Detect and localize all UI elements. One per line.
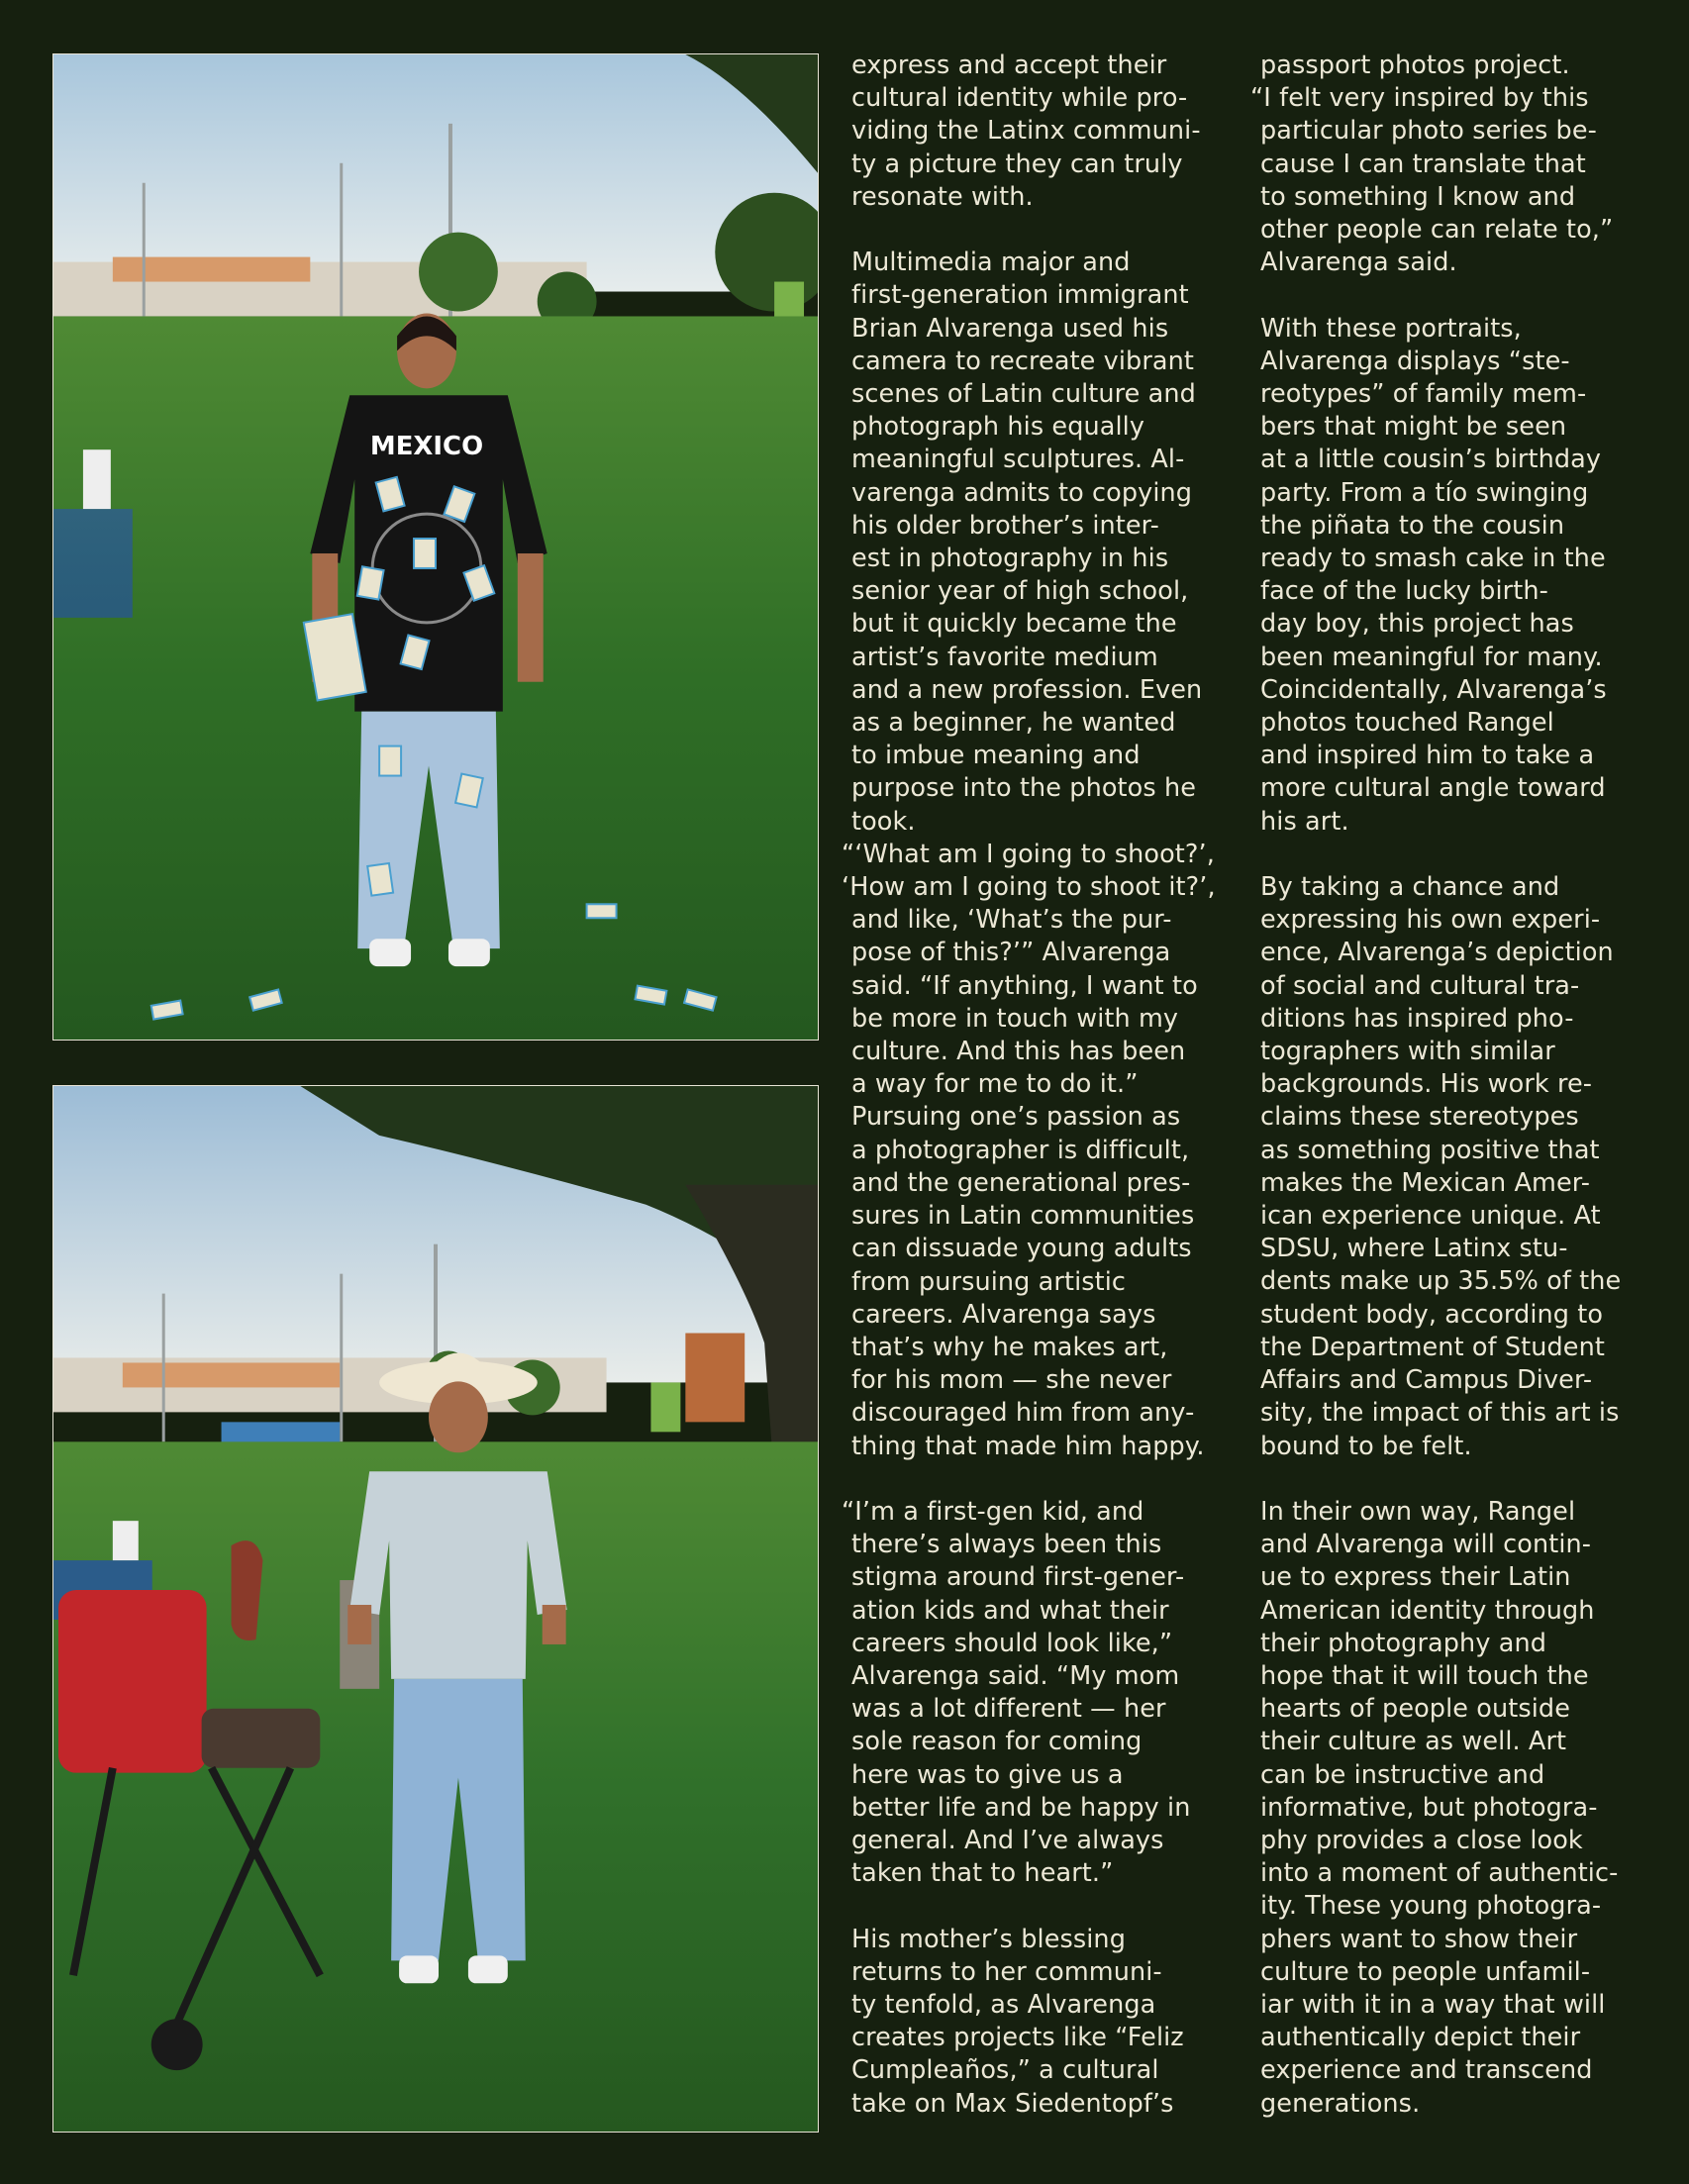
text-line: and the generational pres- [851,1167,1191,1198]
text-line: Coincidentally, Alvarenga’s [1260,674,1607,705]
text-line: Alvarenga displays “ste- [1260,346,1570,376]
text-line: hearts of people outside [1260,1694,1570,1725]
article-column-1 [842,50,1242,2121]
text-line: Alvarenga said. [1260,248,1457,278]
text-line: other people can relate to,” [1260,215,1614,246]
text-line: Cumpleaños,” a cultural [851,2055,1159,2086]
text-line: SDSU, where Latinx stu- [1260,1234,1568,1264]
text-line: careers. Alvarenga says [851,1299,1156,1330]
text-line: cause I can translate that [1260,149,1586,179]
text-line: tographers with similar [1260,1037,1555,1067]
text-line: hope that it will touch the [1260,1660,1589,1691]
text-line: culture to people unfamil- [1260,1956,1591,1987]
text-line: that’s why he makes art, [851,1332,1168,1362]
text-line: particular photo series be- [1260,116,1597,147]
paragraph [1250,50,1656,279]
paragraph-gap [851,1463,1242,1496]
paragraph-gap [851,214,1242,247]
paragraph-gap [1260,839,1656,871]
paragraph [842,1496,1242,1890]
text-line: expressing his own experi- [1260,905,1601,936]
text-line: bound to be felt. [1260,1431,1472,1461]
text-line: ican experience unique. At [1260,1201,1601,1232]
paragraph-gap [1260,279,1656,312]
photo-man-cowboy-hat-grill-image [53,1086,818,2132]
text-line: ty tenfold, as Alvarenga [851,1989,1156,2020]
text-line: ity. These young photogra- [1260,1891,1602,1922]
text-line: passport photos project. [1260,50,1570,80]
text-line: creates projects like “Feliz [851,2023,1184,2053]
text-line: sity, the impact of this art is [1260,1398,1620,1429]
text-line: culture. And this has been [851,1037,1186,1067]
text-line: ditions has inspired pho- [1260,1003,1574,1034]
text-line: Multimedia major and [851,248,1131,278]
text-line: said. “If anything, I want to [851,970,1198,1001]
text-line: Pursuing one’s passion as [851,1102,1181,1133]
text-line: photos touched Rangel [1260,708,1554,739]
text-line: experience and transcend [1260,2055,1593,2086]
text-line: to imbue meaning and [851,741,1141,771]
text-line: bers that might be seen [1260,412,1567,443]
text-line: ty a picture they can truly [851,149,1183,179]
text-line: student body, according to [1260,1299,1604,1330]
text-line: With these portraits, [1260,313,1522,344]
text-line: purpose into the photos he [851,773,1196,804]
text-line: as something positive that [1260,1135,1600,1165]
text-line: a way for me to do it.” [851,1069,1139,1100]
text-line: scenes of Latin culture and [851,379,1196,410]
text-line: to something I know and [1260,181,1576,212]
text-line: generations. [1260,2088,1421,2119]
text-line: phers want to show their [1260,1924,1578,1954]
text-line: for his mom — she never [851,1365,1172,1396]
text-line: authentically depict their [1260,2023,1581,2053]
photo-man-cowboy-hat-grill [52,1085,819,2133]
text-line: was a lot different — her [851,1694,1166,1725]
photo-woman-loteria-cards-image [53,54,818,1040]
paragraph [851,247,1242,839]
text-line: and a new profession. Even [851,674,1203,705]
paragraph [851,1924,1242,2121]
text-line: his art. [1260,806,1349,837]
text-line: first-generation immigrant [851,280,1189,311]
text-line: varenga admits to copying [851,477,1193,508]
text-line: better life and be happy in [851,1792,1191,1823]
text-line: and Alvarenga will contin- [1260,1530,1592,1560]
paragraph [851,1101,1242,1462]
text-line: the piñata to the cousin [1260,510,1565,541]
text-line: express and accept their [851,50,1167,80]
text-line: His mother’s blessing [851,1924,1126,1954]
text-line: at a little cousin’s birthday [1260,445,1602,475]
text-line: the Department of Student [1260,1332,1605,1362]
text-line: careers should look like,” [851,1628,1173,1658]
text-line: By taking a chance and [1260,872,1560,903]
text-line: “I felt very inspired by this [1250,83,1589,114]
text-line: party. From a tío swinging [1260,477,1589,508]
text-line: been meaningful for many. [1260,642,1603,672]
text-line: “‘What am I going to shoot?’, [842,839,1215,869]
text-line: more cultural angle toward [1260,773,1606,804]
paragraph [1260,871,1656,1463]
text-line: ence, Alvarenga’s depiction [1260,938,1614,968]
text-line: ‘How am I going to shoot it?’, [842,872,1216,903]
text-line: reotypes” of family mem- [1260,379,1587,410]
paragraph [1260,1496,1656,2121]
text-line: Brian Alvarenga used his [851,313,1169,344]
text-line: sures in Latin communities [851,1201,1195,1232]
text-line: ation kids and what their [851,1595,1169,1626]
text-line: phy provides a close look [1260,1825,1583,1855]
text-line: resonate with. [851,181,1034,212]
text-line: took. [851,806,916,837]
text-line: general. And I’ve always [851,1825,1164,1855]
text-line: photograph his equally [851,412,1145,443]
text-line: returns to her communi- [851,1956,1162,1987]
text-line: stigma around first-gener- [851,1562,1185,1593]
text-line: their photography and [1260,1628,1546,1658]
text-line: thing that made him happy. [851,1431,1205,1461]
text-line: a photographer is difficult, [851,1135,1190,1165]
text-line: as a beginner, he wanted [851,708,1176,739]
text-line: Alvarenga said. “My mom [851,1660,1180,1691]
text-line: ready to smash cake in the [1260,544,1606,574]
text-line: viding the Latinx communi- [851,116,1201,147]
text-line: In their own way, Rangel [1260,1496,1576,1527]
text-line: their culture as well. Art [1260,1727,1567,1757]
text-line: and like, ‘What’s the pur- [851,905,1172,936]
text-line: makes the Mexican Amer- [1260,1167,1591,1198]
text-line: take on Max Siedentopf’s [851,2088,1174,2119]
text-line: taken that to heart.” [851,1858,1114,1889]
text-line: senior year of high school, [851,576,1189,607]
article-column-2 [1250,50,1656,2121]
text-line: can be instructive and [1260,1759,1545,1790]
text-line: into a moment of authentic- [1260,1858,1619,1889]
text-line: discouraged him from any- [851,1398,1195,1429]
paragraph [842,839,1242,1102]
text-line: of social and cultural tra- [1260,970,1580,1001]
photo-woman-loteria-cards [52,53,819,1041]
text-line: there’s always been this [851,1530,1162,1560]
text-line: informative, but photogra- [1260,1792,1598,1823]
paragraph-gap [1260,1463,1656,1496]
text-line: dents make up 35.5% of the [1260,1266,1622,1297]
shirt-text: MEXICO [369,432,484,462]
text-line: from pursuing artistic [851,1266,1127,1297]
text-line: pose of this?’” Alvarenga [851,938,1171,968]
text-line: can dissuade young adults [851,1234,1192,1264]
text-line: est in photography in his [851,544,1169,574]
text-line: but it quickly became the [851,609,1177,640]
text-line: face of the lucky birth- [1260,576,1548,607]
text-line: ue to express their Latin [1260,1562,1571,1593]
text-line: claims these stereotypes [1260,1102,1579,1133]
text-line: day boy, this project has [1260,609,1574,640]
text-line: be more in touch with my [851,1003,1179,1034]
text-line: artist’s favorite medium [851,642,1158,672]
text-line: American identity through [1260,1595,1595,1626]
paragraph-gap [851,1890,1242,1923]
paragraph [1260,313,1656,839]
text-line: his older brother’s inter- [851,510,1159,541]
text-line: camera to recreate vibrant [851,346,1194,376]
text-line: sole reason for coming [851,1727,1143,1757]
text-line: and inspired him to take a [1260,741,1595,771]
text-line: here was to give us a [851,1759,1124,1790]
text-line: meaningful sculptures. Al- [851,445,1185,475]
text-line: Affairs and Campus Diver- [1260,1365,1593,1396]
text-line: cultural identity while pro- [851,83,1188,114]
text-line: backgrounds. His work re- [1260,1069,1593,1100]
text-line: iar with it in a way that will [1260,1989,1606,2020]
text-line: “I’m a first-gen kid, and [842,1496,1144,1527]
paragraph [851,50,1242,214]
